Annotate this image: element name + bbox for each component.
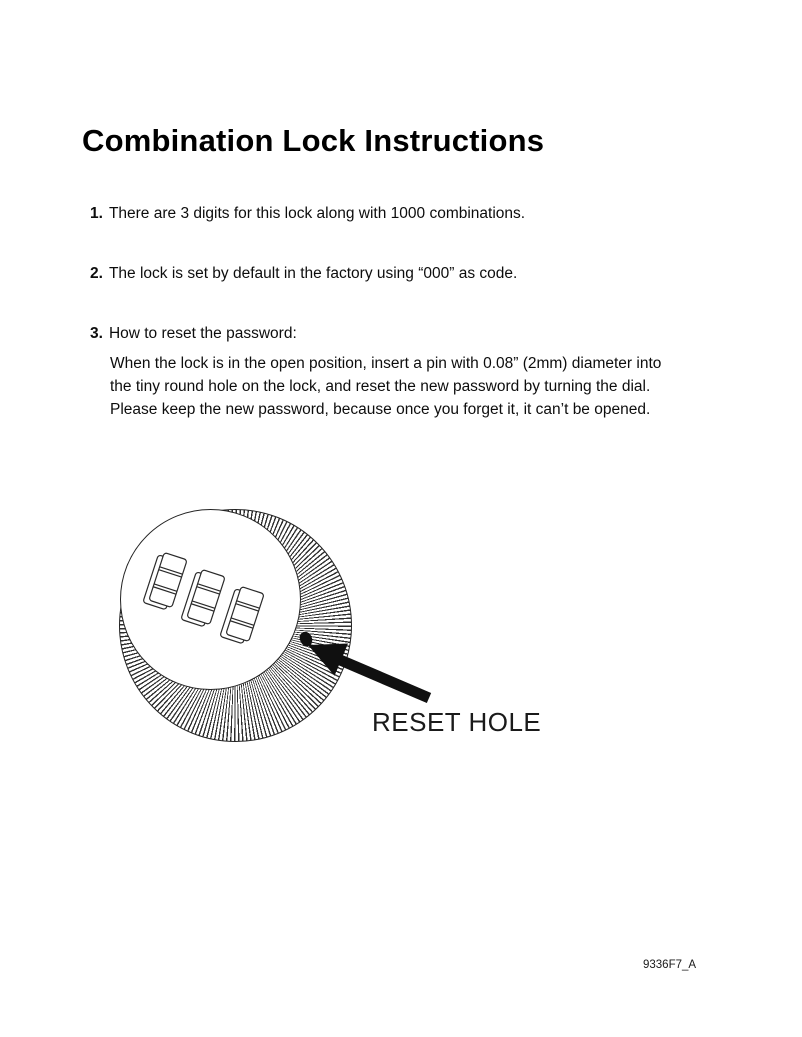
lock-face [120, 509, 301, 690]
list-item-3 [90, 323, 297, 344]
paragraph-line: When the lock is in the open position, insert a pin with 0.08” (2mm) diameter into [110, 355, 662, 372]
paragraph-line: Please keep the new password, because once you forget it, it can’t be opened. [110, 401, 651, 418]
list-item-text: The lock is set by default in the factory using “000” as code. [108, 265, 518, 282]
page-title: Combination Lock Instructions [82, 123, 545, 158]
list-item-2 [90, 263, 517, 284]
list-item-number: 3. [90, 325, 103, 342]
reset-hole-label: RESET HOLE [372, 707, 542, 737]
paragraph-line: the tiny round hole on the lock, and reset the new password by turning the dial. [110, 378, 651, 395]
list-item-text: How to reset the password: [108, 325, 297, 342]
list-item-number: 2. [90, 265, 103, 282]
list-item-1 [90, 203, 525, 224]
list-item-text: There are 3 digits for this lock along with 1000 combinations. [108, 205, 526, 222]
document-code: 9336F7_A [643, 959, 697, 971]
list-item-number: 1. [90, 205, 103, 222]
step3-paragraph [110, 352, 661, 421]
